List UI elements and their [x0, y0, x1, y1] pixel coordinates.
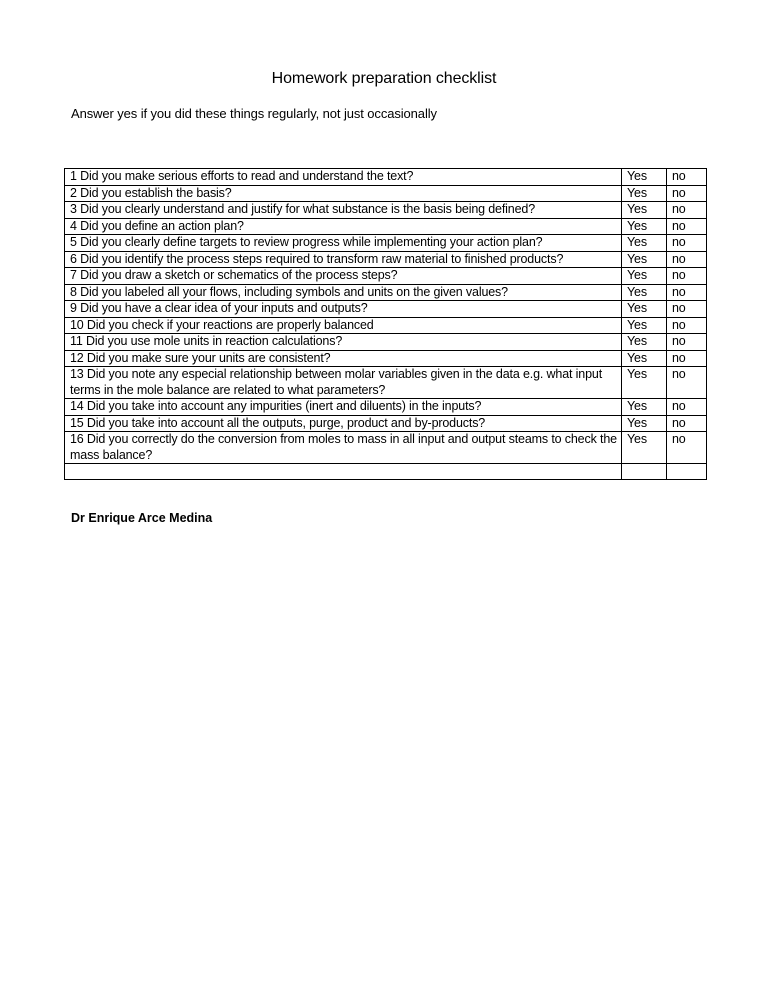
yes-cell: Yes	[622, 218, 667, 235]
table-row	[65, 202, 707, 219]
question-cell: 11 Did you use mole units in reaction calculations?	[65, 334, 622, 351]
table-row	[65, 301, 707, 318]
empty-yes-cell	[622, 464, 667, 480]
question-cell: 6 Did you identify the process steps required to transform raw material to finished products?	[65, 251, 622, 268]
table-row	[65, 334, 707, 351]
question-cell: 13 Did you note any especial relationship between molar variables given in the data e.g. what input terms in the mole balance are related to what parameters?	[65, 367, 622, 399]
table-row	[65, 268, 707, 285]
question-cell: 1 Did you make serious efforts to read and understand the text?	[65, 169, 622, 186]
no-cell: no	[667, 432, 707, 464]
yes-cell: Yes	[622, 268, 667, 285]
no-cell: no	[667, 334, 707, 351]
page-title: Homework preparation checklist	[271, 70, 497, 87]
table-row	[65, 415, 707, 432]
table-row	[65, 185, 707, 202]
yes-cell: Yes	[622, 334, 667, 351]
no-cell: no	[667, 268, 707, 285]
no-cell: no	[667, 399, 707, 416]
author-name: Dr Enrique Arce Medina	[71, 511, 213, 525]
yes-cell: Yes	[622, 185, 667, 202]
question-cell: 16 Did you correctly do the conversion from moles to mass in all input and output steams to check the mass balance?	[65, 432, 622, 464]
no-cell: no	[667, 367, 707, 399]
yes-cell: Yes	[622, 415, 667, 432]
instructions-text: Answer yes if you did these things regularly, not just occasionally	[71, 106, 437, 121]
question-cell: 4 Did you define an action plan?	[65, 218, 622, 235]
table-row	[65, 432, 707, 464]
table-row	[65, 169, 707, 186]
table-row	[65, 251, 707, 268]
yes-cell: Yes	[622, 202, 667, 219]
yes-cell: Yes	[622, 235, 667, 252]
table-row	[65, 317, 707, 334]
empty-table-row	[65, 464, 707, 480]
question-cell: 3 Did you clearly understand and justify for what substance is the basis being defined?	[65, 202, 622, 219]
no-cell: no	[667, 350, 707, 367]
no-cell: no	[667, 284, 707, 301]
no-cell: no	[667, 218, 707, 235]
yes-cell: Yes	[622, 432, 667, 464]
no-cell: no	[667, 415, 707, 432]
question-cell: 14 Did you take into account any impurities (inert and diluents) in the inputs?	[65, 399, 622, 416]
no-cell: no	[667, 235, 707, 252]
no-cell: no	[667, 251, 707, 268]
table-row	[65, 284, 707, 301]
yes-cell: Yes	[622, 367, 667, 399]
question-cell: 9 Did you have a clear idea of your inputs and outputs?	[65, 301, 622, 318]
yes-cell: Yes	[622, 169, 667, 186]
no-cell: no	[667, 185, 707, 202]
question-cell: 12 Did you make sure your units are consistent?	[65, 350, 622, 367]
table-row	[65, 218, 707, 235]
question-cell: 2 Did you establish the basis?	[65, 185, 622, 202]
question-cell: 5 Did you clearly define targets to review progress while implementing your action plan?	[65, 235, 622, 252]
question-cell: 15 Did you take into account all the outputs, purge, product and by-products?	[65, 415, 622, 432]
empty-question-cell	[65, 464, 622, 480]
yes-cell: Yes	[622, 399, 667, 416]
table-row	[65, 350, 707, 367]
no-cell: no	[667, 317, 707, 334]
yes-cell: Yes	[622, 301, 667, 318]
no-cell: no	[667, 169, 707, 186]
question-cell: 7 Did you draw a sketch or schematics of the process steps?	[65, 268, 622, 285]
yes-cell: Yes	[622, 317, 667, 334]
question-cell: 10 Did you check if your reactions are properly balanced	[65, 317, 622, 334]
no-cell: no	[667, 202, 707, 219]
empty-no-cell	[667, 464, 707, 480]
yes-cell: Yes	[622, 350, 667, 367]
yes-cell: Yes	[622, 284, 667, 301]
no-cell: no	[667, 301, 707, 318]
table-row	[65, 399, 707, 416]
question-cell: 8 Did you labeled all your flows, including symbols and units on the given values?	[65, 284, 622, 301]
table-row	[65, 235, 707, 252]
checklist-table	[64, 168, 707, 480]
table-row	[65, 367, 707, 399]
yes-cell: Yes	[622, 251, 667, 268]
